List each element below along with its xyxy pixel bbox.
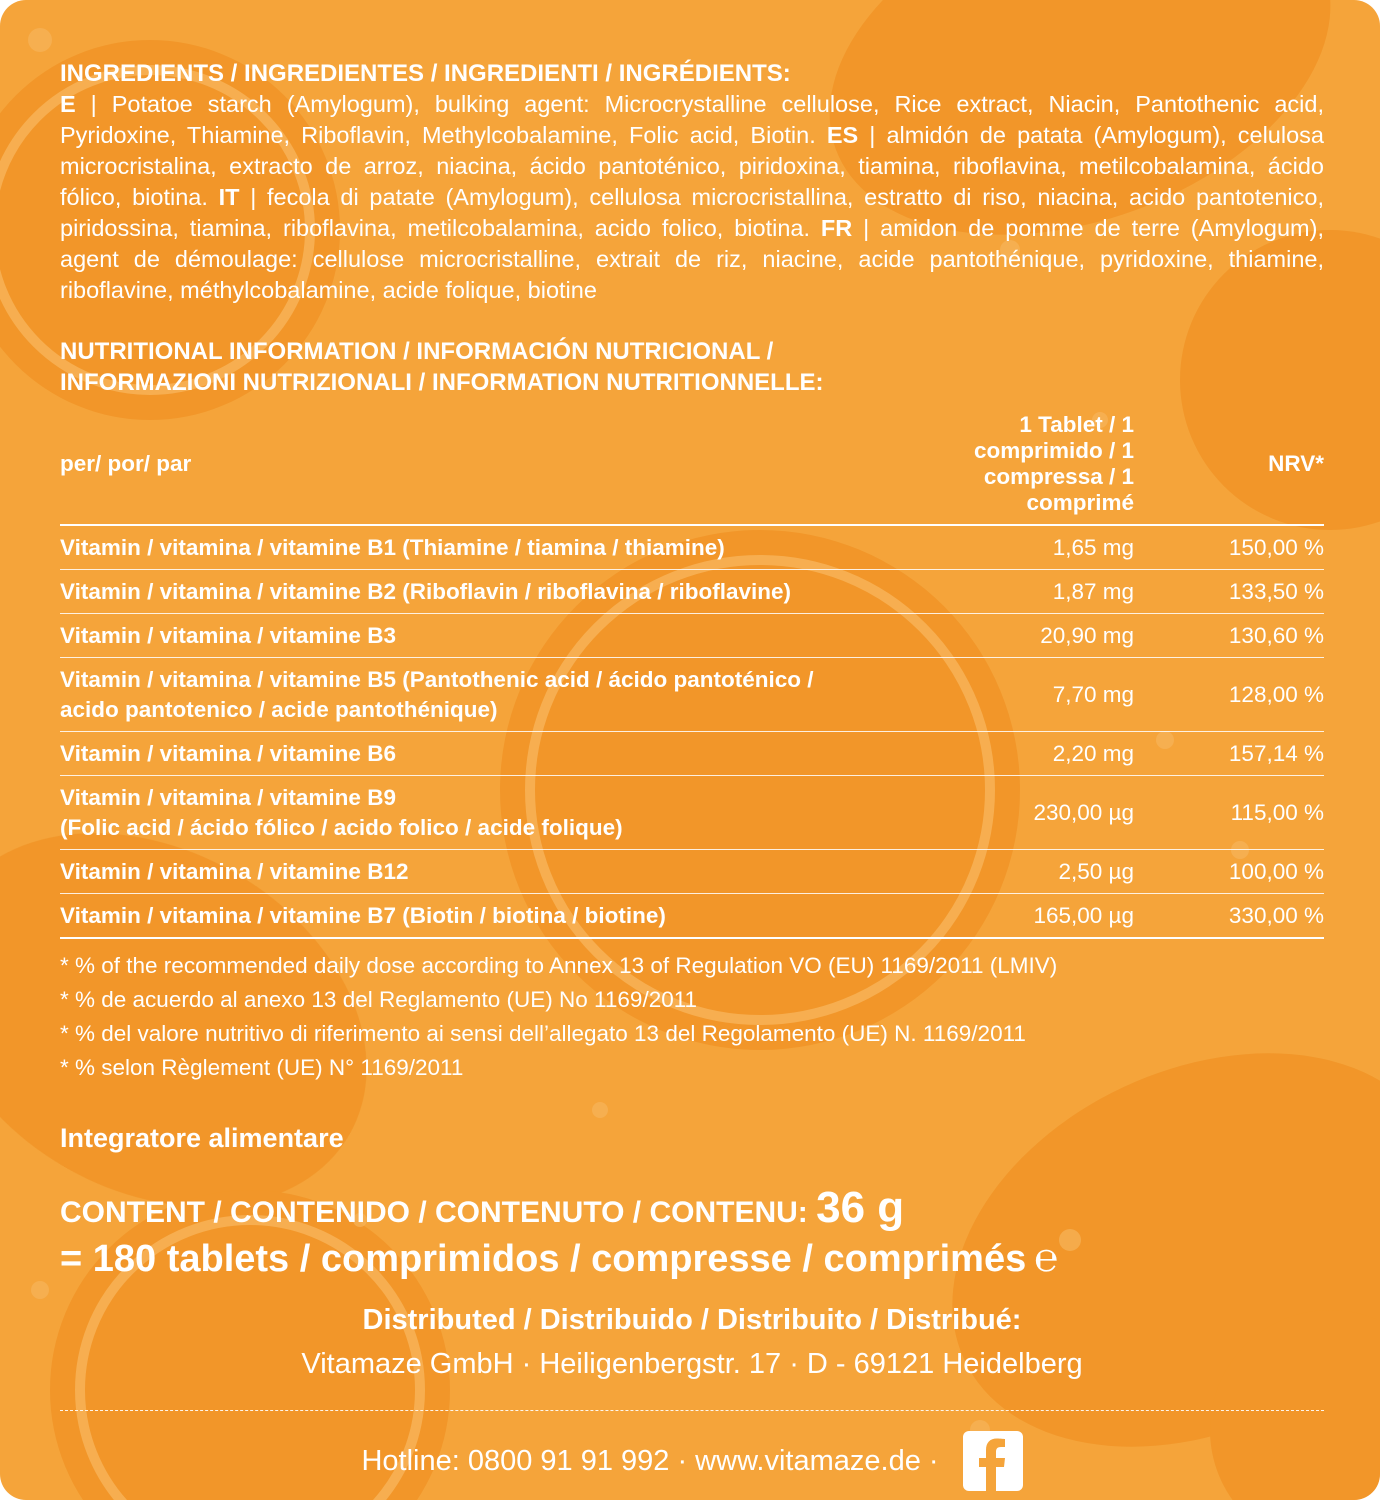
- table-row: [60, 850, 1324, 894]
- divider: [60, 1410, 1324, 1411]
- lang-code-it: IT: [218, 184, 240, 210]
- nutrient-amount: 7,70 mg: [904, 658, 1144, 732]
- distributor-address: Vitamaze GmbH · Heiligenbergstr. 17 · D - 69121 Heidelberg: [301, 1348, 1083, 1380]
- nutrient-nrv: 150,00 %: [1144, 525, 1324, 570]
- distributor-title: Distributed / Distribuido / Distribuito / Distribué:: [362, 1304, 1022, 1336]
- supplement-label: Integratore alimentare: [60, 1123, 344, 1153]
- nutrient-nrv: 100,00 %: [1144, 850, 1324, 894]
- table-row: [60, 894, 1324, 939]
- nutrition-table: [60, 406, 1324, 939]
- nutrient-amount: 1,87 mg: [904, 570, 1144, 614]
- nutrient-name-line2: acido pantotenico / acide pantothénique): [60, 697, 498, 722]
- column-amount: 1 Tablet / 1 comprimido / 1 compressa / 1 comprimé: [904, 406, 1144, 525]
- footnote-it: * % del valore nutritivo di riferimento ai sensi dell’allegato 13 del Regolamento (UE) N. 1169/2011: [60, 1021, 1026, 1046]
- column-per: per/ por/ par: [60, 406, 904, 525]
- ingredients-list: [60, 89, 1324, 306]
- nutrient-name: [60, 732, 904, 776]
- nutrient-name: [60, 614, 904, 658]
- nutrition-heading: [60, 336, 1324, 398]
- label-content: [60, 58, 1324, 1491]
- content-weight: 36 g: [816, 1183, 905, 1232]
- nutrient-name: [60, 570, 904, 614]
- nutrient-name: [60, 894, 904, 939]
- nutrition-heading-line1: NUTRITIONAL INFORMATION / INFORMACIÓN NUTRICIONAL /: [60, 338, 774, 365]
- nutrition-table-body: [60, 525, 1324, 938]
- lang-code-es: ES: [826, 122, 859, 148]
- nutrient-name: [60, 776, 904, 850]
- nutrient-nrv: 330,00 %: [1144, 894, 1324, 939]
- nutrition-table-header: [60, 406, 1324, 525]
- nutrient-nrv: 115,00 %: [1144, 776, 1324, 850]
- tablet-count-text: = 180 tablets / comprimidos / compresse / comprimés: [60, 1238, 1027, 1280]
- ingredients-text-e: | Potatoe starch (Amylogum), bulking agent: Microcrystalline cellulose, Rice extract, Niacin, Pantothenic acid, Pyridoxine, Thiamine, Riboflavin, Methylcobalamine, Folic acid, Biotin.: [60, 91, 1324, 148]
- nutrient-name-line1: Vitamin / vitamina / vitamine B1 (Thiamine / tiamina / thiamine): [60, 535, 725, 560]
- footnotes: [60, 949, 1324, 1085]
- table-row: [60, 732, 1324, 776]
- hotline-text: Hotline: 0800 91 91 992 · www.vitamaze.de ·: [361, 1444, 939, 1477]
- table-row: [60, 614, 1324, 658]
- table-row: [60, 570, 1324, 614]
- nutrient-nrv: 128,00 %: [1144, 658, 1324, 732]
- nutrient-name: [60, 525, 904, 570]
- nutrient-name-line1: Vitamin / vitamina / vitamine B12: [60, 859, 409, 884]
- nutrient-amount: 2,20 mg: [904, 732, 1144, 776]
- nutrient-nrv: 157,14 %: [1144, 732, 1324, 776]
- nutrient-amount: 20,90 mg: [904, 614, 1144, 658]
- column-nrv: NRV*: [1144, 406, 1324, 525]
- facebook-icon[interactable]: [963, 1431, 1023, 1491]
- nutrient-name-line1: Vitamin / vitamina / vitamine B3: [60, 623, 396, 648]
- table-row: [60, 776, 1324, 850]
- nutrient-name-line1: Vitamin / vitamina / vitamine B9: [60, 785, 396, 810]
- nutrient-name: [60, 658, 904, 732]
- ingredients-text-es: | almidón de patata (Amylogum), celulosa microcristalina, extracto de arroz, niacina, ácido pantoténico, piridoxina, tiamina, riboflavina, metilcobalamina, ácido fólico, biotina.: [60, 122, 1324, 210]
- nutrient-name: [60, 850, 904, 894]
- tablet-count: [60, 1233, 1324, 1284]
- nutrient-nrv: 133,50 %: [1144, 570, 1324, 614]
- ingredients-heading: INGREDIENTS / INGREDIENTES / INGREDIENTI / INGRÉDIENTS:: [60, 60, 791, 87]
- nutrient-nrv: 130,60 %: [1144, 614, 1324, 658]
- nutrient-amount: 165,00 µg: [904, 894, 1144, 939]
- nutrient-name-line1: Vitamin / vitamina / vitamine B2 (Riboflavin / riboflavina / riboflavine): [60, 579, 791, 604]
- nutrient-amount: 2,50 µg: [904, 850, 1144, 894]
- distributor-block: [60, 1298, 1324, 1491]
- nutrient-name-line1: Vitamin / vitamina / vitamine B5 (Pantothenic acid / ácido pantoténico /: [60, 667, 814, 692]
- footnote-es: * % de acuerdo al anexo 13 del Reglamento (UE) No 1169/2011: [60, 987, 698, 1012]
- nutrient-name-line1: Vitamin / vitamina / vitamine B6: [60, 741, 396, 766]
- nutrient-amount: 230,00 µg: [904, 776, 1144, 850]
- footnote-fr: * % selon Règlement (UE) N° 1169/2011: [60, 1055, 464, 1080]
- footnote-en: * % of the recommended daily dose according to Annex 13 of Regulation VO (EU) 1169/2011 (LMIV): [60, 953, 1058, 978]
- content-declaration: [60, 1183, 1324, 1233]
- ingredients-text-it: | fecola di patate (Amylogum), cellulosa microcristallina, estratto di riso, niacina, acido pantotenico, piridossina, tiamina, riboflavina, metilcobalamina, acido folico, biotina.: [60, 184, 1324, 241]
- content-label: CONTENT / CONTENIDO / CONTENUTO / CONTENU:: [60, 1196, 808, 1229]
- nutrition-heading-line2: INFORMAZIONI NUTRIZIONALI / INFORMATION NUTRITIONNELLE:: [60, 369, 824, 396]
- nutrient-name-line1: Vitamin / vitamina / vitamine B7 (Biotin / biotina / biotine): [60, 903, 666, 928]
- lang-code-e: E: [60, 91, 76, 117]
- table-row: [60, 658, 1324, 732]
- nutrient-name-line2: (Folic acid / ácido fólico / acido folico / acide folique): [60, 815, 623, 840]
- lang-code-fr: FR: [820, 215, 853, 241]
- estimated-sign-icon: ℮: [1034, 1235, 1059, 1281]
- hotline-row: [60, 1431, 1324, 1491]
- nutrient-amount: 1,65 mg: [904, 525, 1144, 570]
- ingredients-text-fr: | amidon de pomme de terre (Amylogum), agent de démoulage: cellulose microcristalline, extrait de riz, niacine, acide pantothénique, pyridoxine, thiamine, riboflavine, méthylcobalamine, acide folique, biotine: [60, 215, 1324, 303]
- table-row: [60, 525, 1324, 570]
